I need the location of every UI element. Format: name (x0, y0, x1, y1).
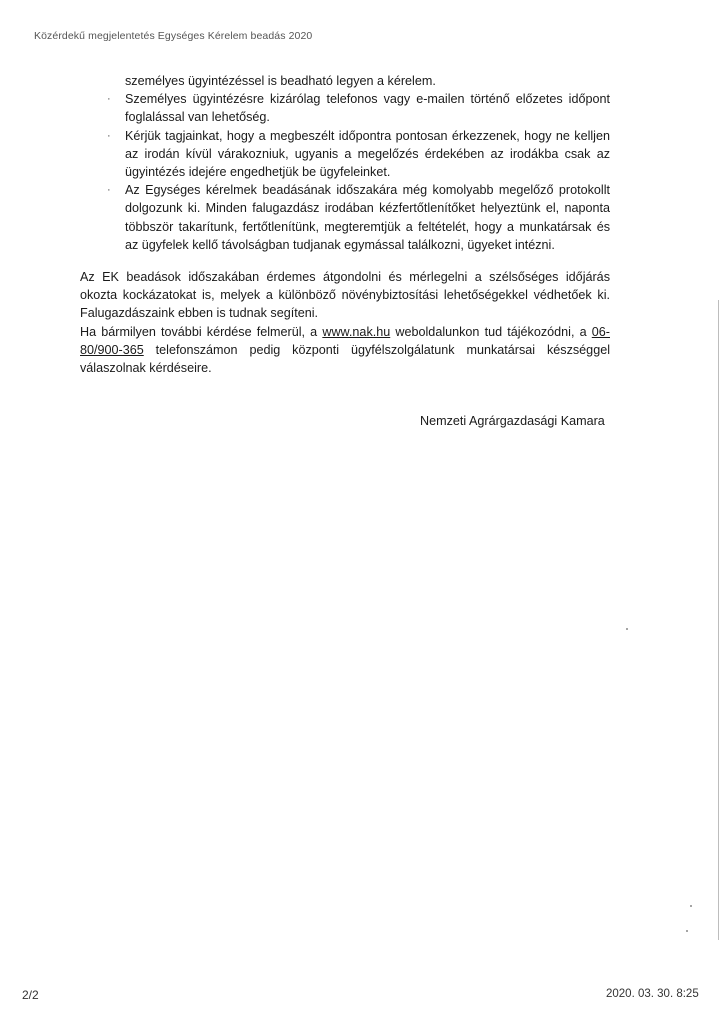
bullet-dot-icon: · (107, 93, 111, 106)
page-header-title: Közérdekű megjelentetés Egységes Kérelem beadás 2020 (34, 30, 313, 42)
bullet-list (80, 72, 610, 254)
bullet-item (80, 72, 610, 90)
scan-edge-line (718, 300, 719, 940)
document-body (80, 72, 610, 377)
bullet-item (80, 90, 610, 126)
contact-text-end: telefonszámon pedig központi ügyfélszolgálatunk munkatársai készséggel válaszolnak kérdéseire. (80, 342, 610, 376)
bullet-text: Személyes ügyintézésre kizárólag telefonos vagy e-mailen történő előzetes időpont foglalással van lehetőség. (125, 92, 610, 125)
page-number: 2/2 (22, 988, 39, 1002)
bullet-text: Az Egységes kérelmek beadásának időszakára még komolyabb megelőző protokollt dolgozunk ki. Minden falugazdász irodában kézfertőtlenítőket helyeztünk el, naponta többször takarítunk, fertőtlenítünk, megteremtjük a feltételét, hogy a munkatársak és az ügyfelek kellő távolságban tudjanak egymással találkozni, ügyeket intézni. (125, 183, 610, 252)
contact-text-start: Ha bármilyen további kérdése felmerül, a (80, 324, 323, 339)
bullet-dot-icon: · (107, 184, 111, 197)
bullet-text: Kérjük tagjainkat, hogy a megbeszélt időpontra pontosan érkezzenek, hogy ne kelljen az irodán kívül várakozniuk, ugyanis a megelőzés érdekében az irodákba csak az ügyintézés idejére engedhetjük be ügyfeleinket. (125, 128, 610, 180)
bullet-dot-icon: · (107, 129, 111, 142)
website-link[interactable]: www.nak.hu (322, 324, 391, 339)
scan-speck (686, 930, 688, 932)
contact-paragraph (80, 323, 610, 378)
phone-link[interactable]: 06-80/900-365 (80, 324, 610, 357)
info-paragraph (80, 268, 610, 377)
signature: Nemzeti Agrárgazdasági Kamara (420, 414, 605, 428)
risk-paragraph: Az EK beadások időszakában érdemes átgondolni és mérlegelni a szélsőséges időjárás okozta kockázatokat is, melyek a különböző növénybiztosítási lehetőségekkel védhetőek ki. Falugazdászaink ebben is tudnak segíteni. (80, 270, 610, 321)
contact-text-middle: weboldalunkon tud tájékozódni, a (390, 324, 592, 339)
scan-speck (690, 905, 692, 907)
bullet-item (80, 127, 610, 182)
scan-speck (626, 628, 628, 630)
bullet-text: személyes ügyintézéssel is beadható legyen a kérelem. (125, 74, 436, 88)
bullet-item (80, 181, 610, 254)
print-timestamp: 2020. 03. 30. 8:25 (606, 988, 699, 1000)
